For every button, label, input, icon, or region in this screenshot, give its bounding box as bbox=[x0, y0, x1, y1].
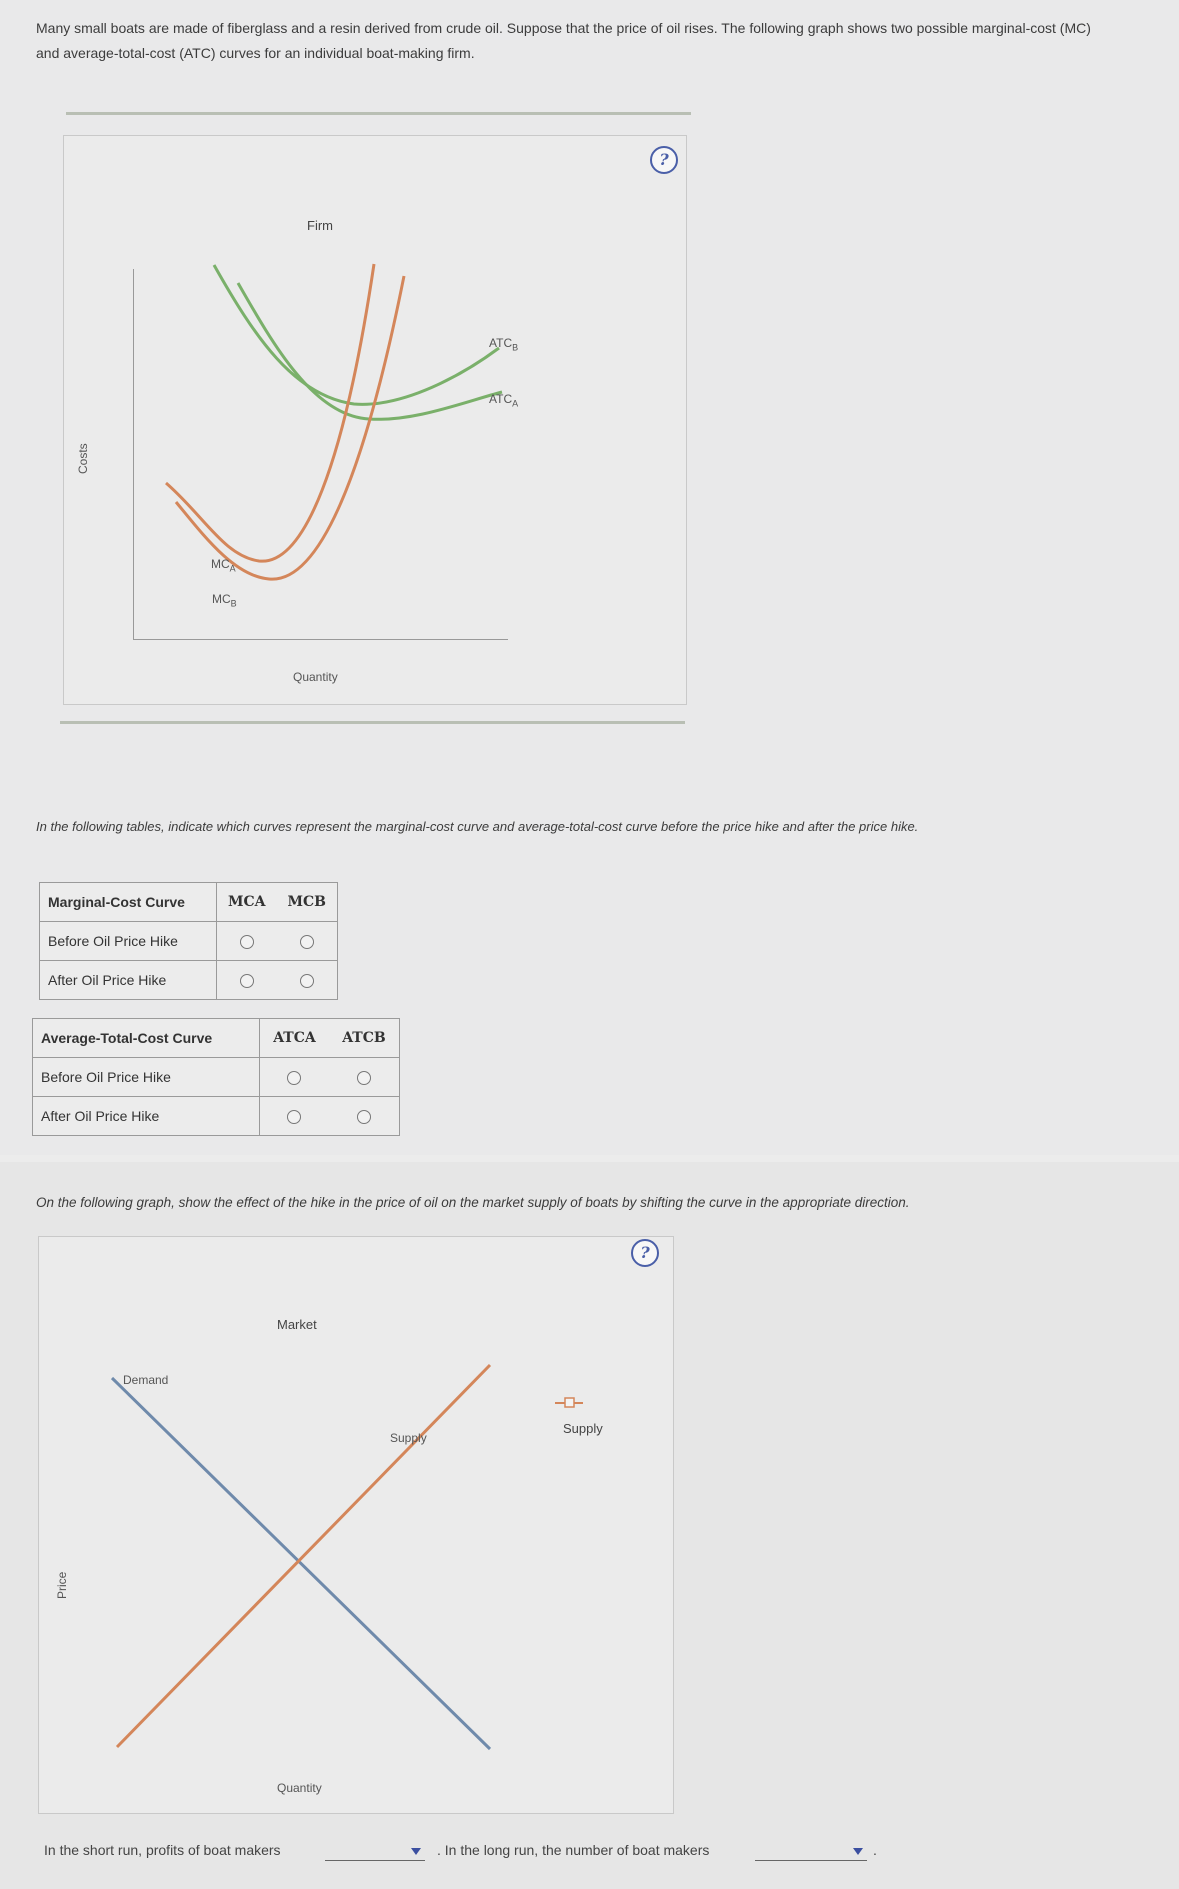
supply-palette-handle-icon[interactable] bbox=[555, 1396, 583, 1410]
firm-graph-title: Firm bbox=[307, 218, 333, 233]
atc-before-label: Before Oil Price Hike bbox=[33, 1058, 260, 1097]
mc-a-label: $MC_A$ bbox=[211, 557, 236, 574]
atc-a-label: $ATC_A$ bbox=[489, 392, 519, 409]
atc-table-header: Average-Total-Cost Curve bbox=[33, 1019, 260, 1058]
long-run-text: . In the long run, the number of boat makers bbox=[437, 1842, 710, 1858]
short-run-dropdown[interactable] bbox=[325, 1842, 425, 1861]
firm-graph[interactable] bbox=[63, 135, 687, 705]
mc-before-mcb-radio[interactable] bbox=[300, 935, 314, 949]
intro-text: Many small boats are made of fiberglass and a resin derived from crude oil. Suppose that the price of oil rises. The following graph shows two possible marginal-cost (MC) and average-total-cost (ATC) curves for an individual boat-making firm. bbox=[36, 20, 1091, 61]
supply-palette-label: Supply bbox=[563, 1421, 603, 1436]
tables-prompt: In the following tables, indicate which curves represent the marginal-cost curve and average-total-cost curve before the price hike and after the price hike. bbox=[36, 819, 919, 834]
x-axis-label: Quantity bbox=[293, 670, 338, 684]
atc-after-atca-radio[interactable] bbox=[287, 1110, 301, 1124]
mc-table-header: Marginal-Cost Curve bbox=[40, 883, 217, 922]
y-axis-label: Price bbox=[55, 1571, 69, 1599]
atc-before-atca-radio[interactable] bbox=[287, 1071, 301, 1085]
y-axis-label: Costs bbox=[76, 443, 90, 474]
long-run-dropdown[interactable] bbox=[755, 1842, 867, 1861]
end-period: . bbox=[873, 1842, 877, 1858]
firm-curves bbox=[64, 136, 684, 702]
mc-b-label: $MC_B$ bbox=[212, 592, 237, 609]
mc-after-mca-radio[interactable] bbox=[240, 974, 254, 988]
mc-b-curve bbox=[176, 276, 404, 579]
divider-top bbox=[66, 112, 691, 115]
x-axis-label: Quantity bbox=[277, 1781, 322, 1795]
chevron-down-icon bbox=[411, 1848, 421, 1855]
mc-b-column: MCB bbox=[276, 883, 337, 922]
atc-a-curve bbox=[238, 283, 502, 419]
mc-after-mcb-radio[interactable] bbox=[300, 974, 314, 988]
atc-table bbox=[32, 1018, 400, 1136]
chevron-down-icon bbox=[853, 1848, 863, 1855]
market-curves bbox=[39, 1237, 671, 1811]
atc-before-atcb-radio[interactable] bbox=[357, 1071, 371, 1085]
atc-b-curve bbox=[214, 265, 499, 404]
supply-label: Supply bbox=[390, 1431, 427, 1445]
mc-before-label: Before Oil Price Hike bbox=[40, 922, 217, 961]
help-icon[interactable]: ? bbox=[650, 146, 678, 174]
atc-after-label: After Oil Price Hike bbox=[33, 1097, 260, 1136]
atc-b-column: ATCB bbox=[329, 1019, 400, 1058]
atc-after-atcb-radio[interactable] bbox=[357, 1110, 371, 1124]
market-graph[interactable] bbox=[38, 1236, 674, 1814]
question-panel-market bbox=[0, 1162, 1179, 1889]
market-graph-title: Market bbox=[277, 1317, 317, 1332]
short-run-text: In the short run, profits of boat makers bbox=[44, 1842, 281, 1858]
divider-bottom bbox=[60, 721, 685, 724]
mc-table bbox=[39, 882, 338, 1000]
supply-curve bbox=[117, 1365, 490, 1747]
demand-label: Demand bbox=[123, 1373, 169, 1387]
mc-a-column: MCA bbox=[217, 883, 277, 922]
mc-after-label: After Oil Price Hike bbox=[40, 961, 217, 1000]
help-icon[interactable]: ? bbox=[631, 1239, 659, 1267]
mc-before-mca-radio[interactable] bbox=[240, 935, 254, 949]
market-prompt: On the following graph, show the effect of the hike in the price of oil on the market supply of boats by shifting the curve in the appropriate direction. bbox=[36, 1195, 910, 1210]
atc-a-column: ATCA bbox=[260, 1019, 329, 1058]
atc-b-label: $ATC_B$ bbox=[489, 336, 519, 353]
